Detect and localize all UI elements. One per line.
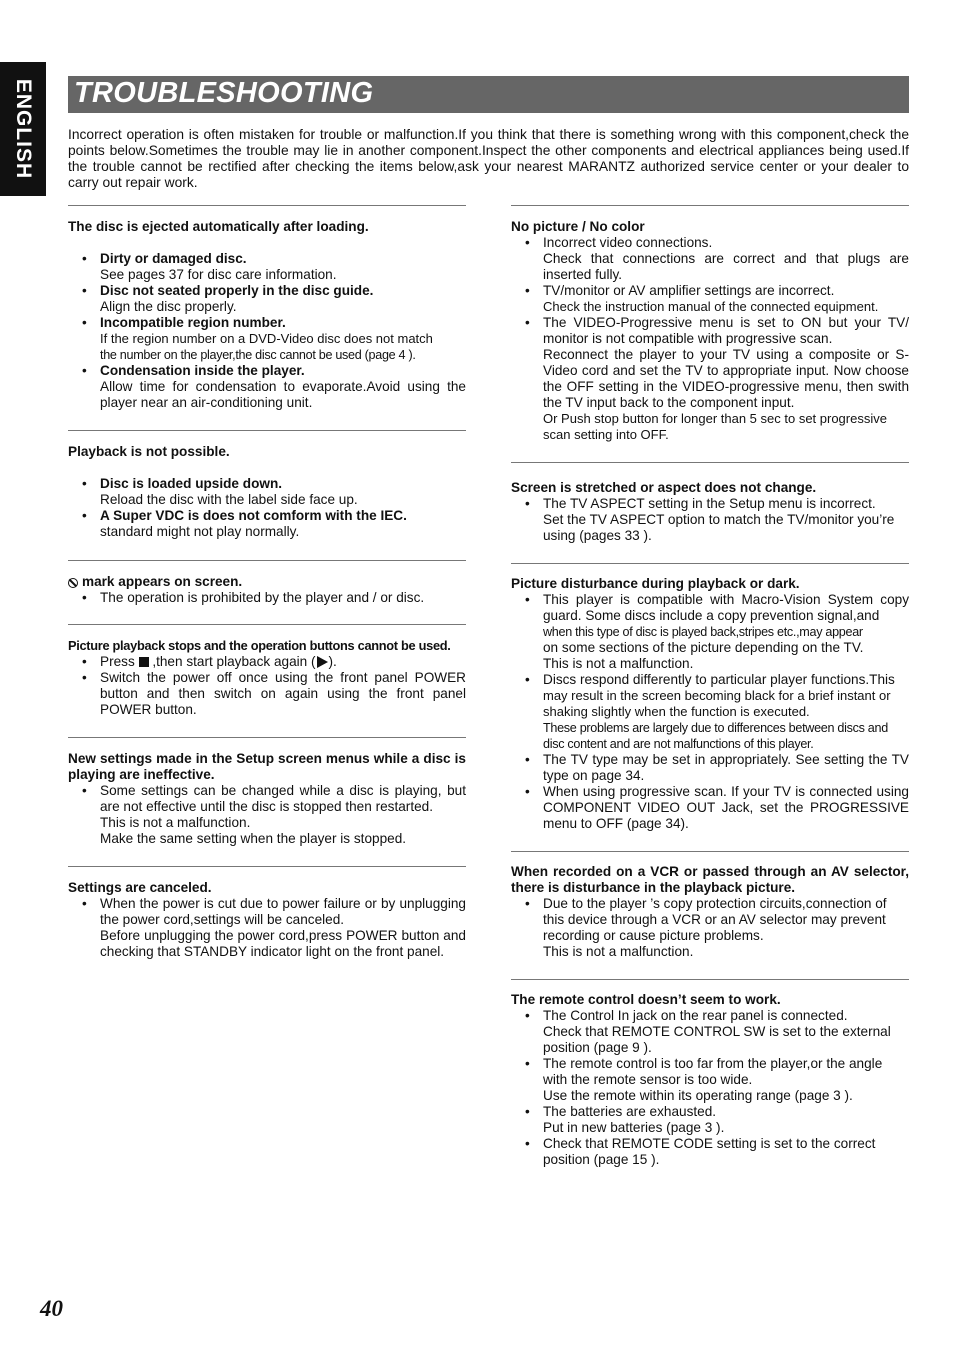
section-title: When recorded on a VCR or passed through an AV selector, there is disturbance in the playback picture. — [511, 864, 909, 895]
list-item: • Some settings can be changed while a disc is playing, but are not effective until the disc is stopped then restarted. This is not a malfunction. Make the same setting when the player is stopped. — [68, 783, 466, 847]
list-item: • Discs respond differently to particular player functions.This may result in the screen becoming black for a brief instant or shaking slightly when the function is executed. These problems are largely due to differences between discs and disc content and are not malfunctions of this player. — [511, 672, 909, 752]
section-title: mark appears on screen. — [68, 574, 466, 590]
section-playback-stops — [68, 624, 466, 718]
cause-list — [511, 592, 909, 832]
cause-list — [68, 590, 466, 606]
list-item: • A Super VDC is does not comform with the IEC. standard might not play normally. — [68, 508, 466, 540]
section-title: The disc is ejected automatically after loading. — [68, 219, 369, 234]
cause-list — [68, 476, 466, 540]
list-item: • Incompatible region number. If the region number on a DVD-Video disc does not match the number on the player,the disc cannot be used (page 4 ). — [68, 315, 466, 363]
section-remote-control — [511, 979, 909, 1168]
section-title: Picture disturbance during playback or dark. — [511, 576, 800, 591]
left-column — [68, 205, 466, 960]
section-mark-appears — [68, 560, 466, 606]
section-screen-stretched — [511, 462, 909, 544]
play-icon — [317, 656, 328, 668]
list-item: • The TV ASPECT setting in the Setup menu is incorrect. Set the TV ASPECT option to match the TV/monitor you’re using (pages 33 ). — [511, 496, 909, 544]
list-item: • Disc not seated properly in the disc guide. Align the disc properly. — [68, 283, 466, 315]
right-column — [511, 205, 909, 1168]
list-item: • Switch the power off once using the front panel POWER button and then switch on again using the front panel POWER button. — [68, 670, 466, 718]
cause-list — [68, 654, 466, 718]
list-item: • Disc is loaded upside down. Reload the disc with the label side face up. — [68, 476, 466, 508]
cause-list — [68, 896, 466, 960]
section-title: Settings are canceled. — [68, 880, 212, 895]
section-playback-not-possible — [68, 430, 466, 540]
section-title: Playback is not possible. — [68, 444, 230, 459]
list-item: • When the power is cut due to power failure or by unplugging the power cord,settings will be canceled. Before unplugging the power cord,press POWER button and checking that STANDBY indicator light on the front panel. — [68, 896, 466, 960]
section-title: No picture / No color — [511, 219, 645, 234]
page-title: TROUBLESHOOTING — [74, 77, 374, 109]
cause-list — [511, 235, 909, 443]
section-title: The remote control doesn’t seem to work. — [511, 992, 781, 1007]
list-item: • Due to the player ’s copy protection circuits,connection of this device through a VCR or an AV selector may prevent recording or cause picture problems. This is not a malfunction. — [511, 896, 909, 960]
section-title: New settings made in the Setup screen menus while a disc is playing are ineffective. — [68, 751, 466, 782]
cause-list — [511, 1008, 909, 1168]
section-new-settings — [68, 737, 466, 847]
section-vcr-disturbance — [511, 851, 909, 960]
list-item: • Condensation inside the player. Allow time for condensation to evaporate.Avoid using the player near an air-conditioning unit. — [68, 363, 466, 411]
language-tab — [0, 62, 46, 196]
list-item: • The remote control is too far from the player,or the angle with the remote sensor is too wide. Use the remote within its operating range (page 3 ). — [511, 1056, 909, 1104]
title-banner — [68, 76, 909, 113]
cause-list — [68, 783, 466, 847]
section-settings-canceled — [68, 866, 466, 960]
language-label: ENGLISH — [12, 78, 35, 180]
list-item: • Incorrect video connections. Check that connections are correct and that plugs are inserted fully. — [511, 235, 909, 283]
list-item: • Dirty or damaged disc. See pages 37 for disc care information. — [68, 251, 466, 283]
list-item: • The Control In jack on the rear panel is connected. Check that REMOTE CONTROL SW is set to the external position (page 9 ). — [511, 1008, 909, 1056]
section-title: Screen is stretched or aspect does not change. — [511, 480, 817, 495]
prohibited-icon — [68, 578, 78, 588]
stop-icon — [139, 657, 149, 667]
cause-list — [68, 251, 466, 411]
list-item: • The VIDEO-Progressive menu is set to ON but your TV/ monitor is not compatible with progressive scan. Reconnect the player to your TV using a composite or S-Video cord and set the TV to appropriate input. Now choose the OFF setting in the VIDEO-progressive menu, then swith the TV input back to the component input. Or Push stop button for longer than 5 sec to set progressive scan setting into OFF. — [511, 315, 909, 443]
list-item: • This player is compatible with Macro-Vision System copy guard. Some discs include a copy prevention signal,and when this type of disc is played back,stripes etc.,may appear on some sections of the picture depending on the TV. This is not a malfunction. — [511, 592, 909, 672]
list-item: • Check that REMOTE CODE setting is set to the correct position (page 15 ). — [511, 1136, 909, 1168]
cause-list — [511, 896, 909, 960]
list-item: • When using progressive scan. If your TV is connected using COMPONENT VIDEO OUT Jack, set the PROGRESSIVE menu to OFF (page 34). — [511, 784, 909, 832]
page-number: 40 — [40, 1296, 63, 1321]
intro-paragraph: Incorrect operation is often mistaken for trouble or malfunction.If you think that there is something wrong with this component,check the points below.Sometimes the trouble may lie in another component.Inspect the other components and electrical appliances being used.If the trouble cannot be rectified after checking the items below,ask your nearest MARANTZ authorized service center or your dealer to carry out repair work. — [68, 127, 909, 190]
section-title: Picture playback stops and the operation buttons cannot be used. — [68, 638, 451, 653]
list-item: • The TV type may be set in appropriately. See setting the TV type on page 34. — [511, 752, 909, 784]
cause-list — [511, 496, 909, 544]
list-item: • TV/monitor or AV amplifier settings are incorrect. Check the instruction manual of the connected equipment. — [511, 283, 909, 315]
list-item: • The batteries are exhausted. Put in new batteries (page 3 ). — [511, 1104, 909, 1136]
section-picture-disturbance — [511, 563, 909, 832]
section-no-picture — [511, 205, 909, 443]
list-item: • Press ,then start playback again ( ). — [68, 654, 466, 670]
section-disc-ejected — [68, 205, 466, 411]
list-item: • The operation is prohibited by the player and / or disc. — [68, 590, 466, 606]
